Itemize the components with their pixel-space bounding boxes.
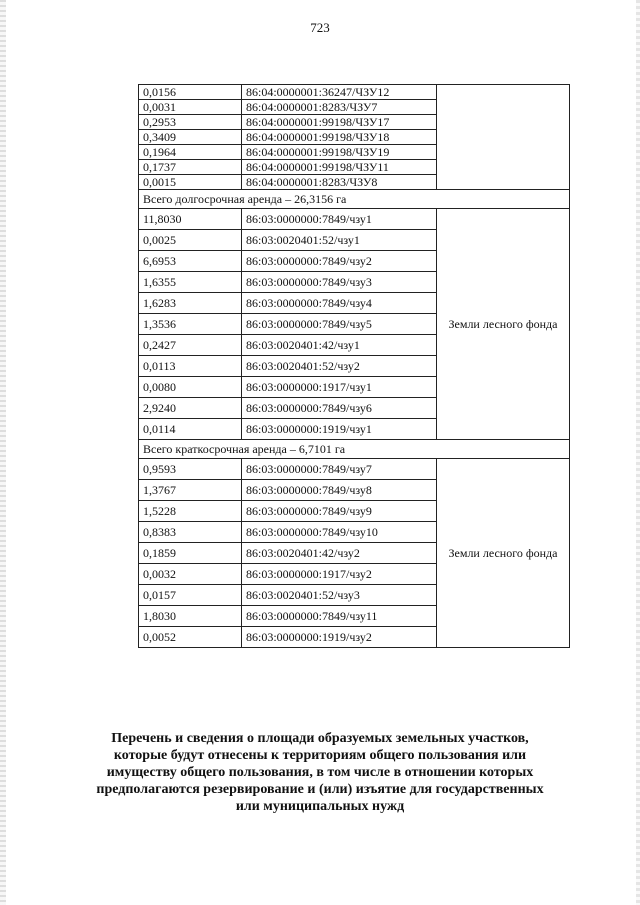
land-category-cell: Земли лесного фонда (437, 459, 570, 648)
cadastral-number-cell: 86:03:0000000:1919/чзу2 (242, 627, 437, 648)
cadastral-number-cell: 86:03:0020401:42/чзу2 (242, 543, 437, 564)
table-row (139, 85, 570, 100)
area-cell: 0,0032 (139, 564, 242, 585)
scan-edge-right (636, 0, 640, 905)
area-cell: 0,0156 (139, 85, 242, 100)
cadastral-number-cell: 86:03:0000000:1917/чзу2 (242, 564, 437, 585)
subtotal-row (139, 440, 570, 459)
section-heading-line: предполагаются резервирование и (или) изъятие для государственных (96, 782, 544, 797)
section-heading-line: Перечень и сведения о площади образуемых земельных участков, (111, 731, 529, 746)
area-cell: 0,3409 (139, 130, 242, 145)
cadastral-number-cell: 86:04:0000001:99198/ЧЗУ11 (242, 160, 437, 175)
cadastral-number-cell: 86:03:0000000:7849/чзу9 (242, 501, 437, 522)
section-heading-line: или муниципальных нужд (235, 799, 405, 814)
cadastral-number-cell: 86:03:0000000:7849/чзу6 (242, 398, 437, 419)
cadastral-number-cell: 86:04:0000001:99198/ЧЗУ18 (242, 130, 437, 145)
page-number: 723 (310, 20, 330, 35)
land-category-cell: Земли лесного фонда (437, 209, 570, 440)
area-cell: 0,0031 (139, 100, 242, 115)
area-cell: 6,6953 (139, 251, 242, 272)
cadastral-number-cell: 86:03:0020401:52/чзу3 (242, 585, 437, 606)
cadastral-number-cell: 86:03:0020401:42/чзу1 (242, 335, 437, 356)
cadastral-number-cell: 86:03:0000000:7849/чзу1 (242, 209, 437, 230)
scan-edge-left (0, 0, 6, 905)
cadastral-number-cell: 86:03:0000000:7849/чзу4 (242, 293, 437, 314)
cadastral-number-cell: 86:03:0000000:7849/чзу5 (242, 314, 437, 335)
area-cell: 0,9593 (139, 459, 242, 480)
area-cell: 0,0114 (139, 419, 242, 440)
area-cell: 0,1859 (139, 543, 242, 564)
area-cell: 0,2953 (139, 115, 242, 130)
table-row (139, 459, 570, 480)
area-cell: 1,6355 (139, 272, 242, 293)
area-cell: 1,3536 (139, 314, 242, 335)
area-cell: 0,0025 (139, 230, 242, 251)
area-cell: 1,6283 (139, 293, 242, 314)
cadastral-number-cell: 86:03:0020401:52/чзу1 (242, 230, 437, 251)
land-plots-table (138, 84, 570, 648)
area-cell: 0,0113 (139, 356, 242, 377)
area-cell: 11,8030 (139, 209, 242, 230)
area-cell: 0,1964 (139, 145, 242, 160)
subtotal-text: Всего долгосрочная аренда – 26,3156 га (139, 190, 570, 209)
cadastral-number-cell: 86:04:0000001:99198/ЧЗУ19 (242, 145, 437, 160)
section-heading-line: которые будут отнесены к территориям общего пользования или (113, 748, 527, 763)
area-cell: 0,2427 (139, 335, 242, 356)
area-cell: 0,8383 (139, 522, 242, 543)
cadastral-number-cell: 86:04:0000001:8283/ЧЗУ8 (242, 175, 437, 190)
cadastral-number-cell: 86:03:0000000:7849/чзу2 (242, 251, 437, 272)
area-cell: 1,8030 (139, 606, 242, 627)
area-cell: 1,3767 (139, 480, 242, 501)
land-category-cell (437, 85, 570, 190)
area-cell: 0,1737 (139, 160, 242, 175)
area-cell: 0,0015 (139, 175, 242, 190)
cadastral-number-cell: 86:03:0000000:1917/чзу1 (242, 377, 437, 398)
area-cell: 2,9240 (139, 398, 242, 419)
cadastral-number-cell: 86:03:0020401:52/чзу2 (242, 356, 437, 377)
cadastral-number-cell: 86:03:0000000:7849/чзу7 (242, 459, 437, 480)
cadastral-number-cell: 86:03:0000000:7849/чзу8 (242, 480, 437, 501)
section-heading (60, 730, 580, 815)
cadastral-number-cell: 86:04:0000001:36247/ЧЗУ12 (242, 85, 437, 100)
cadastral-number-cell: 86:04:0000001:99198/ЧЗУ17 (242, 115, 437, 130)
section-heading-line: имуществу общего пользования, в том числе в отношении которых (106, 765, 534, 780)
land-plots-table-body (139, 85, 570, 648)
table-row (139, 209, 570, 230)
cadastral-number-cell: 86:03:0000000:1919/чзу1 (242, 419, 437, 440)
subtotal-row (139, 190, 570, 209)
area-cell: 0,0052 (139, 627, 242, 648)
area-cell: 0,0080 (139, 377, 242, 398)
cadastral-number-cell: 86:03:0000000:7849/чзу3 (242, 272, 437, 293)
cadastral-number-cell: 86:04:0000001:8283/ЧЗУ7 (242, 100, 437, 115)
cadastral-number-cell: 86:03:0000000:7849/чзу11 (242, 606, 437, 627)
area-cell: 1,5228 (139, 501, 242, 522)
cadastral-number-cell: 86:03:0000000:7849/чзу10 (242, 522, 437, 543)
area-cell: 0,0157 (139, 585, 242, 606)
subtotal-text: Всего краткосрочная аренда – 6,7101 га (139, 440, 570, 459)
